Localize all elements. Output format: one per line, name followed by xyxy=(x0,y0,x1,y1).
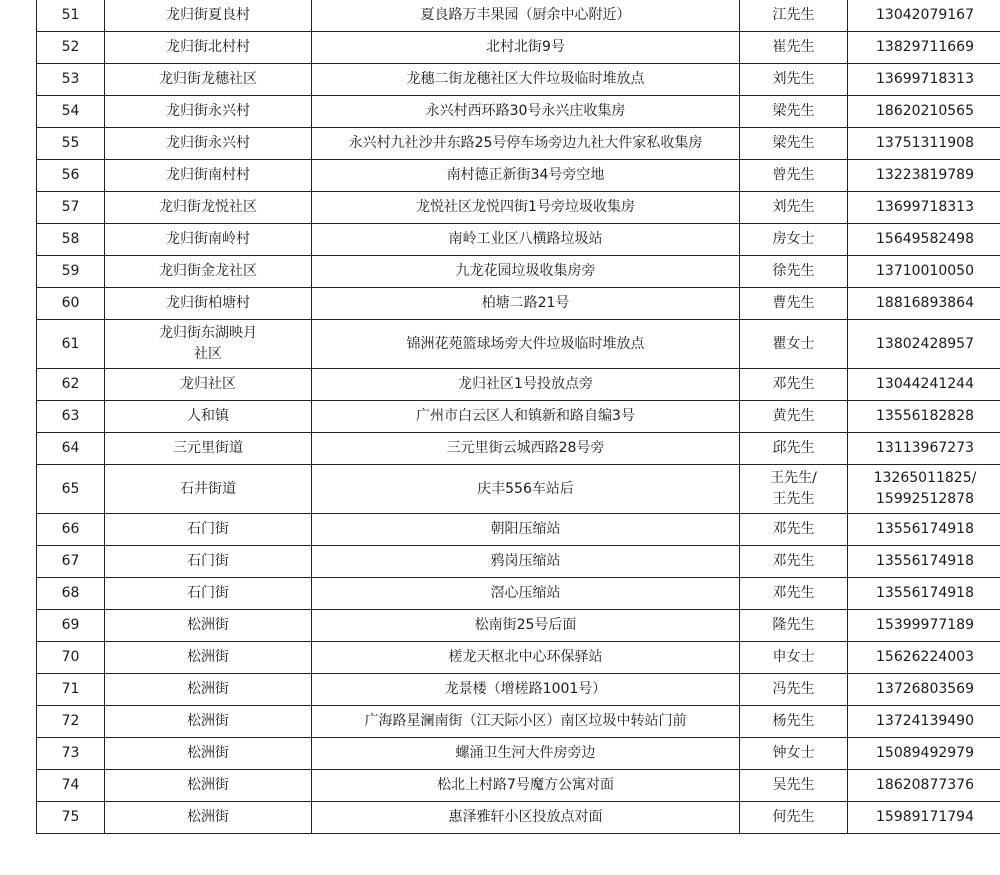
table-row xyxy=(37,128,1000,160)
table-row xyxy=(37,0,1000,32)
area-cell: 石井街道 xyxy=(105,465,312,514)
location-cell: 南岭工业区八横路垃圾站 xyxy=(312,224,740,256)
contact-person-cell: 杨先生 xyxy=(740,706,848,738)
location-cell: 庆丰556车站后 xyxy=(312,465,740,514)
location-cell: 龙穗二街龙穗社区大件垃圾临时堆放点 xyxy=(312,64,740,96)
phone-number-cell: 15626224003 xyxy=(848,642,1000,674)
collection-points-table xyxy=(36,0,1000,834)
contact-person-cell: 邓先生 xyxy=(740,369,848,401)
phone-number-cell: 13113967273 xyxy=(848,433,1000,465)
row-number-cell: 53 xyxy=(37,64,105,96)
area-cell: 龙归街永兴村 xyxy=(105,96,312,128)
location-cell: 柏塘二路21号 xyxy=(312,288,740,320)
phone-number-cell: 15989171794 xyxy=(848,802,1000,834)
phone-number-cell: 13724139490 xyxy=(848,706,1000,738)
contact-person-cell: 曾先生 xyxy=(740,160,848,192)
phone-number-cell: 13802428957 xyxy=(848,320,1000,369)
table-row xyxy=(37,674,1000,706)
table-row xyxy=(37,642,1000,674)
row-number-cell: 66 xyxy=(37,514,105,546)
table-row xyxy=(37,706,1000,738)
row-number-cell: 74 xyxy=(37,770,105,802)
phone-number-cell: 13699718313 xyxy=(848,192,1000,224)
contact-person-cell: 徐先生 xyxy=(740,256,848,288)
table-row xyxy=(37,401,1000,433)
contact-person-cell: 崔先生 xyxy=(740,32,848,64)
contact-person-cell: 隆先生 xyxy=(740,610,848,642)
area-cell: 龙归街金龙社区 xyxy=(105,256,312,288)
location-cell: 松南街25号后面 xyxy=(312,610,740,642)
table-row xyxy=(37,96,1000,128)
table-row xyxy=(37,514,1000,546)
location-cell: 九龙花园垃圾收集房旁 xyxy=(312,256,740,288)
row-number-cell: 59 xyxy=(37,256,105,288)
table-row xyxy=(37,802,1000,834)
phone-number-cell: 15399977189 xyxy=(848,610,1000,642)
row-number-cell: 51 xyxy=(37,0,105,32)
row-number-cell: 56 xyxy=(37,160,105,192)
table-row xyxy=(37,32,1000,64)
location-cell: 北村北街9号 xyxy=(312,32,740,64)
phone-number-cell: 13265011825/ 15992512878 xyxy=(848,465,1000,514)
row-number-cell: 60 xyxy=(37,288,105,320)
area-cell: 龙归街龙穗社区 xyxy=(105,64,312,96)
area-cell: 龙归街龙悦社区 xyxy=(105,192,312,224)
area-cell: 龙归街柏塘村 xyxy=(105,288,312,320)
row-number-cell: 57 xyxy=(37,192,105,224)
row-number-cell: 62 xyxy=(37,369,105,401)
phone-number-cell: 13710010050 xyxy=(848,256,1000,288)
table-row xyxy=(37,433,1000,465)
row-number-cell: 68 xyxy=(37,578,105,610)
table-row xyxy=(37,465,1000,514)
phone-number-cell: 13223819789 xyxy=(848,160,1000,192)
table-row xyxy=(37,320,1000,369)
location-cell: 龙悦社区龙悦四街1号旁垃圾收集房 xyxy=(312,192,740,224)
contact-person-cell: 吴先生 xyxy=(740,770,848,802)
phone-number-cell: 13556182828 xyxy=(848,401,1000,433)
row-number-cell: 55 xyxy=(37,128,105,160)
phone-number-cell: 18620877376 xyxy=(848,770,1000,802)
row-number-cell: 61 xyxy=(37,320,105,369)
area-cell: 松洲街 xyxy=(105,802,312,834)
area-cell: 松洲街 xyxy=(105,706,312,738)
row-number-cell: 67 xyxy=(37,546,105,578)
phone-number-cell: 13556174918 xyxy=(848,514,1000,546)
area-cell: 松洲街 xyxy=(105,642,312,674)
area-cell: 石门街 xyxy=(105,578,312,610)
area-cell: 松洲街 xyxy=(105,610,312,642)
contact-person-cell: 江先生 xyxy=(740,0,848,32)
area-cell: 龙归街北村村 xyxy=(105,32,312,64)
area-cell: 人和镇 xyxy=(105,401,312,433)
contact-person-cell: 邓先生 xyxy=(740,578,848,610)
location-cell: 松北上村路7号魔方公寓对面 xyxy=(312,770,740,802)
location-cell: 广海路星澜南街（江天际小区）南区垃圾中转站门前 xyxy=(312,706,740,738)
contact-person-cell: 瞿女士 xyxy=(740,320,848,369)
location-cell: 槎龙天枢北中心环保驿站 xyxy=(312,642,740,674)
area-cell: 龙归街永兴村 xyxy=(105,128,312,160)
row-number-cell: 69 xyxy=(37,610,105,642)
area-cell: 松洲街 xyxy=(105,770,312,802)
phone-number-cell: 13042079167 xyxy=(848,0,1000,32)
phone-number-cell: 13556174918 xyxy=(848,578,1000,610)
phone-number-cell: 15649582498 xyxy=(848,224,1000,256)
area-cell: 龙归街南村村 xyxy=(105,160,312,192)
contact-person-cell: 邓先生 xyxy=(740,514,848,546)
phone-number-cell: 13751311908 xyxy=(848,128,1000,160)
table-row xyxy=(37,288,1000,320)
contact-person-cell: 刘先生 xyxy=(740,192,848,224)
collection-points-table-wrapper xyxy=(36,0,1000,834)
contact-person-cell: 曹先生 xyxy=(740,288,848,320)
phone-number-cell: 13829711669 xyxy=(848,32,1000,64)
area-cell: 石门街 xyxy=(105,514,312,546)
location-cell: 南村德正新街34号旁空地 xyxy=(312,160,740,192)
contact-person-cell: 王先生/ 王先生 xyxy=(740,465,848,514)
row-number-cell: 54 xyxy=(37,96,105,128)
phone-number-cell: 18816893864 xyxy=(848,288,1000,320)
row-number-cell: 72 xyxy=(37,706,105,738)
phone-number-cell: 15089492979 xyxy=(848,738,1000,770)
table-row xyxy=(37,160,1000,192)
area-cell: 三元里街道 xyxy=(105,433,312,465)
location-cell: 永兴村九社沙井东路25号停车场旁边九社大件家私收集房 xyxy=(312,128,740,160)
contact-person-cell: 申女士 xyxy=(740,642,848,674)
table-row xyxy=(37,610,1000,642)
location-cell: 螺涌卫生河大件房旁边 xyxy=(312,738,740,770)
area-cell: 龙归社区 xyxy=(105,369,312,401)
table-row xyxy=(37,224,1000,256)
row-number-cell: 71 xyxy=(37,674,105,706)
row-number-cell: 65 xyxy=(37,465,105,514)
location-cell: 永兴村西环路30号永兴庄收集房 xyxy=(312,96,740,128)
table-row xyxy=(37,738,1000,770)
row-number-cell: 63 xyxy=(37,401,105,433)
area-cell: 龙归街南岭村 xyxy=(105,224,312,256)
phone-number-cell: 13699718313 xyxy=(848,64,1000,96)
phone-number-cell: 13044241244 xyxy=(848,369,1000,401)
table-row xyxy=(37,546,1000,578)
area-cell: 石门街 xyxy=(105,546,312,578)
area-cell: 松洲街 xyxy=(105,674,312,706)
table-row xyxy=(37,770,1000,802)
table-row xyxy=(37,64,1000,96)
contact-person-cell: 梁先生 xyxy=(740,96,848,128)
area-cell: 松洲街 xyxy=(105,738,312,770)
contact-person-cell: 何先生 xyxy=(740,802,848,834)
contact-person-cell: 冯先生 xyxy=(740,674,848,706)
table-row xyxy=(37,578,1000,610)
phone-number-cell: 13726803569 xyxy=(848,674,1000,706)
phone-number-cell: 13556174918 xyxy=(848,546,1000,578)
location-cell: 龙归社区1号投放点旁 xyxy=(312,369,740,401)
row-number-cell: 75 xyxy=(37,802,105,834)
row-number-cell: 52 xyxy=(37,32,105,64)
area-cell: 龙归街东湖映月 社区 xyxy=(105,320,312,369)
contact-person-cell: 黄先生 xyxy=(740,401,848,433)
table-row xyxy=(37,256,1000,288)
location-cell: 惠泽雅轩小区投放点对面 xyxy=(312,802,740,834)
row-number-cell: 64 xyxy=(37,433,105,465)
contact-person-cell: 房女士 xyxy=(740,224,848,256)
contact-person-cell: 刘先生 xyxy=(740,64,848,96)
contact-person-cell: 梁先生 xyxy=(740,128,848,160)
row-number-cell: 73 xyxy=(37,738,105,770)
location-cell: 广州市白云区人和镇新和路自编3号 xyxy=(312,401,740,433)
table-body xyxy=(37,0,1000,834)
table-row xyxy=(37,369,1000,401)
location-cell: 龙景楼（增槎路1001号） xyxy=(312,674,740,706)
location-cell: 滘心压缩站 xyxy=(312,578,740,610)
row-number-cell: 58 xyxy=(37,224,105,256)
location-cell: 夏良路万丰果园（厨余中心附近） xyxy=(312,0,740,32)
row-number-cell: 70 xyxy=(37,642,105,674)
location-cell: 锦洲花苑篮球场旁大件垃圾临时堆放点 xyxy=(312,320,740,369)
area-cell: 龙归街夏良村 xyxy=(105,0,312,32)
table-row xyxy=(37,192,1000,224)
location-cell: 鸦岗压缩站 xyxy=(312,546,740,578)
location-cell: 三元里街云城西路28号旁 xyxy=(312,433,740,465)
contact-person-cell: 钟女士 xyxy=(740,738,848,770)
contact-person-cell: 邱先生 xyxy=(740,433,848,465)
location-cell: 朝阳压缩站 xyxy=(312,514,740,546)
contact-person-cell: 邓先生 xyxy=(740,546,848,578)
phone-number-cell: 18620210565 xyxy=(848,96,1000,128)
